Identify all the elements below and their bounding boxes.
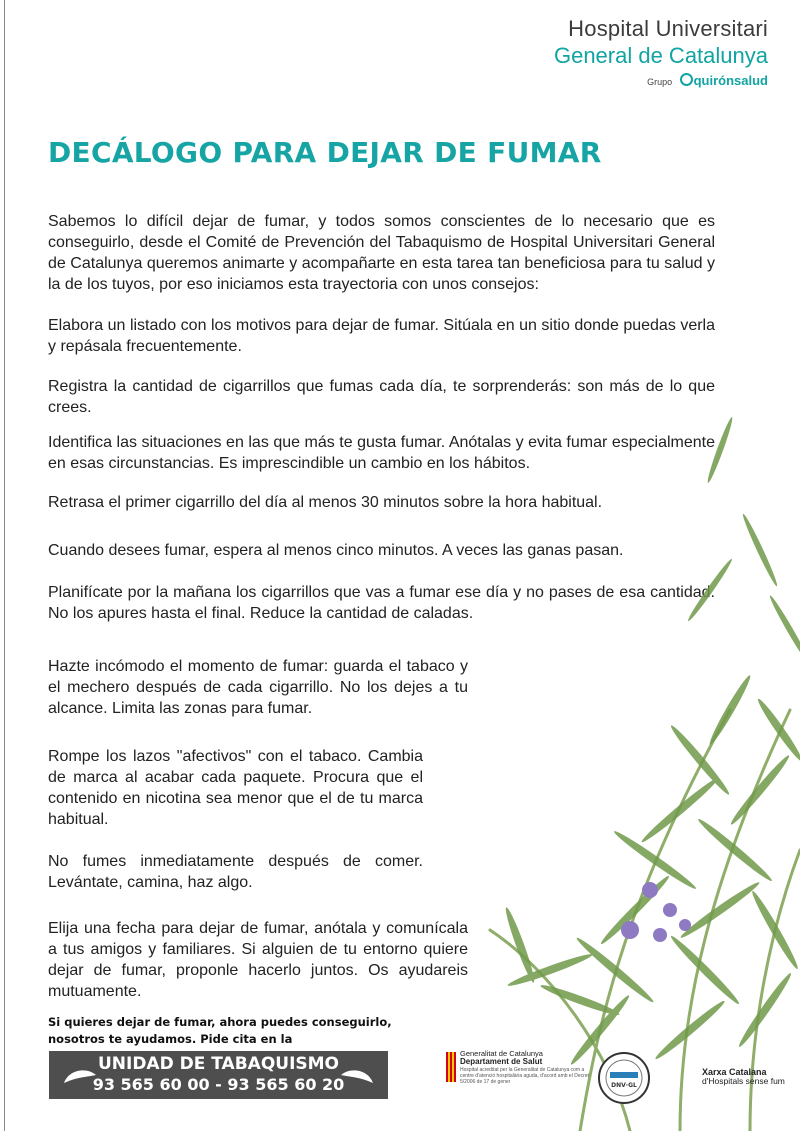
- generalitat-department: Departament de Salut: [460, 1057, 543, 1066]
- page-title: DECÁLOGO PARA DEJAR DE FUMAR: [48, 136, 602, 169]
- generalitat-flag-icon: [446, 1052, 456, 1082]
- tip-6: Planifícate por la mañana los cigarrillos que vas a fumar ese día y no pases de esa cantidad. No los apures hasta el final. Reduce la cantidad de caladas.: [48, 584, 715, 622]
- tip-7: Hazte incómodo el momento de fumar: guarda el tabaco y el mechero después de cada cigarrillo. No los dejes a tu alcance. Limita las zonas para fumar.: [48, 658, 468, 717]
- intro-paragraph: Sabemos lo difícil dejar de fumar, y todos somos conscientes de lo necesario que es conseguirlo, desde el Comité de Prevención del Tabaquismo de Hospital Universitari General de Catalunya queremos animarte y acompañarte en esta tarea tan beneficiosa para tu salud y la de los tuyos, por eso iniciamos esta trayectoria con unos consejos:: [48, 213, 715, 293]
- logo-line-1: Hospital Universitari: [568, 16, 768, 41]
- page-border: [4, 0, 5, 1131]
- tip-5: Cuando desees fumar, espera al menos cinco minutos. A veces las ganas pasan.: [48, 542, 624, 559]
- tip-4: Retrasa el primer cigarrillo del día al menos 30 minutos sobre la hora habitual.: [48, 494, 603, 511]
- tip-9: No fumes inmediatamente después de comer. Levántate, camina, haz algo.: [48, 853, 423, 891]
- logo-group-prefix: Grupo: [647, 77, 673, 87]
- smoking-unit-box: [49, 1051, 388, 1099]
- unit-name: UNIDAD DE TABAQUISMO: [97, 1054, 340, 1074]
- generalitat-note: Hospital acreditat per la Generalitat de Catalunya com a centre d'atenció hospitalària aguda, d'acord amb el Decret 5/2006 de 17 de gener: [460, 1067, 589, 1085]
- rosemary-illustration: [430, 410, 800, 1131]
- cta-text: Si quieres dejar de fumar, ahora puedes conseguirlo, nosotros te ayudamos. Pide cita en la: [48, 1015, 392, 1046]
- dnv-seal-icon: [598, 1052, 650, 1104]
- xarxa-line-2: d'Hospitals sense fum: [702, 1076, 785, 1086]
- tip-8: Rompe los lazos "afectivos" con el tabaco. Cambia de marca al acabar cada paquete. Procura que el contenido en nicotina sea menor que el de tu marca habitual.: [48, 748, 423, 828]
- logo-group-brand: quirónsalud: [693, 73, 768, 88]
- hospital-logo: [554, 16, 768, 88]
- generalitat-badge: [460, 1050, 590, 1085]
- generalitat-name: Generalitat de Catalunya: [460, 1049, 543, 1058]
- logo-line-2: General de Catalunya: [553, 43, 768, 68]
- leaf-icon: [340, 1065, 374, 1085]
- tip-2: Registra la cantidad de cigarrillos que fumas cada día, te sorprenderás: son más de lo que crees.: [48, 378, 715, 416]
- tip-10: Elija una fecha para dejar de fumar, anótala y comunícala a tus amigos y familiares. Si alguien de tu entorno quiere dejar de fumar, proponle hacerlo juntos. Os ayudareis mutuamente.: [48, 920, 468, 1000]
- xarxa-badge: [702, 1068, 785, 1086]
- quironsalud-icon: [680, 73, 693, 86]
- tip-3: Identifica las situaciones en las que más te gusta fumar. Anótalas y evita fumar especialmente en esas circunstancias. Es imprescindible un cambio en los hábitos.: [48, 434, 715, 472]
- unit-phones: 93 565 60 00 - 93 565 60 20: [92, 1075, 345, 1094]
- tip-1: Elabora un listado con los motivos para dejar de fumar. Sitúala en un sitio donde puedas verla y repásala frecuentemente.: [48, 317, 715, 355]
- logo-group: [554, 73, 768, 88]
- accreditation-badges: [440, 1046, 790, 1116]
- xarxa-line-1: Xarxa Catalana: [702, 1067, 767, 1077]
- dnv-label: DNV·GL: [611, 1082, 637, 1089]
